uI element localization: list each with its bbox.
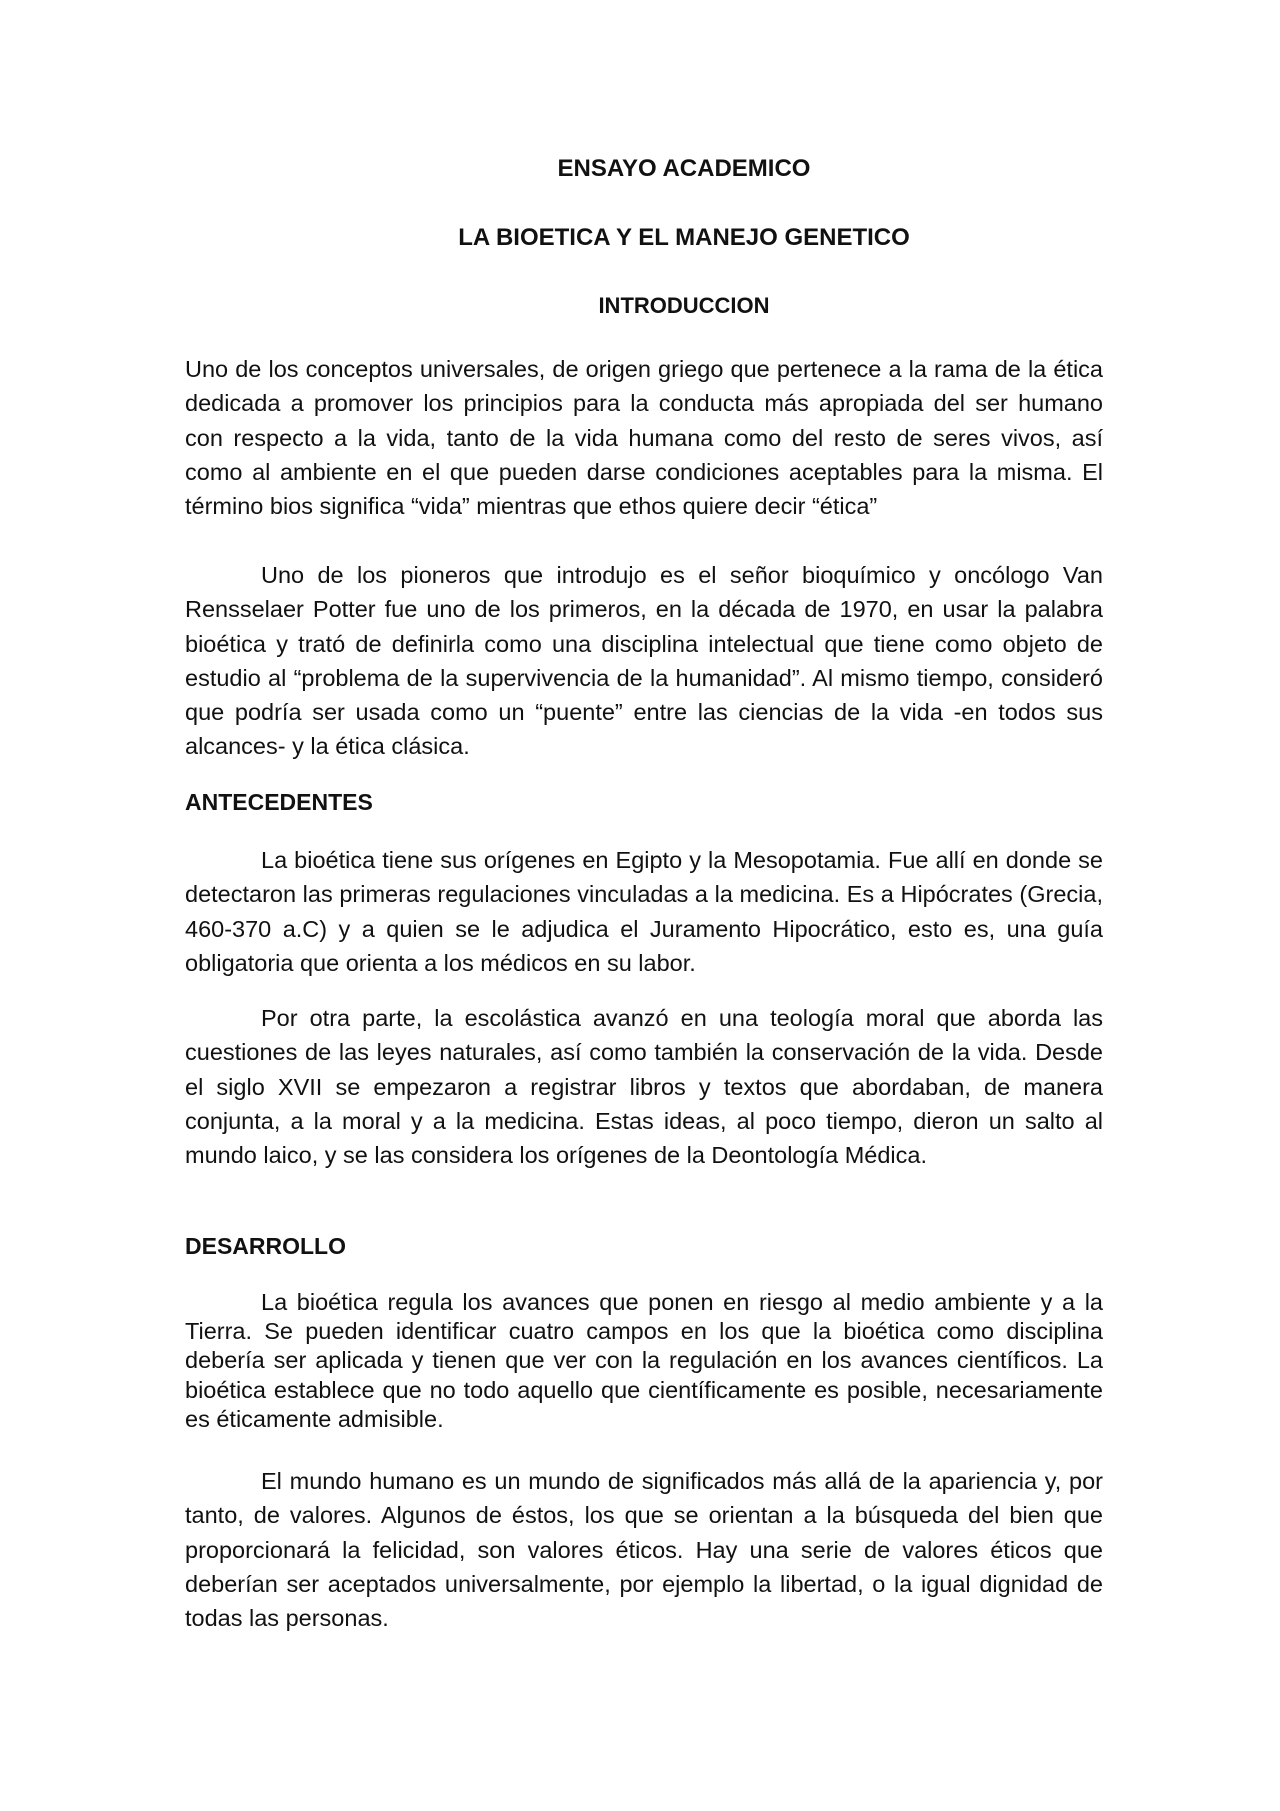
- intro-heading: INTRODUCCION: [598, 293, 770, 318]
- desarrollo-heading: DESARROLLO: [185, 1233, 346, 1259]
- document-title: ENSAYO ACADEMICO: [557, 155, 811, 182]
- document-subtitle: LA BIOETICA Y EL MANEJO GENETICO: [458, 224, 910, 251]
- intro-paragraph-1: Uno de los conceptos universales, de origen griego que pertenece a la rama de la ética dedicada a promover los principios para la conducta más apropiada del ser humano con respecto a la vida, tanto de la vida humana como del resto de seres vivos, así como al ambiente en el que pueden darse condiciones aceptables para la misma. El término bios significa “vida” mientras que ethos quiere decir “ética”: [185, 356, 1103, 520]
- intro-paragraph-2: Uno de los pioneros que introdujo es el señor bioquímico y oncólogo Van Rensselaer Potter fue uno de los primeros, en la década de 1970, en usar la palabra bioética y trató de definirla como una disciplina intelectual que tiene como objeto de estudio al “problema de la supervivencia de la humanidad”. Al mismo tiempo, consideró que podría ser usada como un “puente” entre las ciencias de la vida -en todos sus alcances- y la ética clásica.: [185, 562, 1103, 760]
- desarrollo-paragraph-2: El mundo humano es un mundo de significados más allá de la apariencia y, por tanto, de valores. Algunos de éstos, los que se orientan a la búsqueda del bien que proporcionará la felicidad, son valores éticos. Hay una serie de valores éticos que deberían ser aceptados universalmente, por ejemplo la libertad, o la igual dignidad de todas las personas.: [185, 1468, 1103, 1632]
- antecedentes-paragraph-1: La bioética tiene sus orígenes en Egipto y la Mesopotamia. Fue allí en donde se detectaron las primeras regulaciones vinculadas a la medicina. Es a Hipócrates (Grecia, 460-370 a.C) y a quien se le adjudica el Juramento Hipocrático, esto es, una guía obligatoria que orienta a los médicos en su labor.: [185, 847, 1103, 976]
- antecedentes-heading: ANTECEDENTES: [185, 789, 373, 815]
- desarrollo-paragraph-1: La bioética regula los avances que ponen en riesgo al medio ambiente y a la Tierra. Se pueden identificar cuatro campos en los que la bioética como disciplina debería ser aplicada y tienen que ver con la regulación en los avances científicos. La bioética establece que no todo aquello que científicamente es posible, necesariamente es éticamente admisible.: [185, 1289, 1103, 1432]
- antecedentes-paragraph-2: Por otra parte, la escolástica avanzó en una teología moral que aborda las cuestiones de las leyes naturales, así como también la conservación de la vida. Desde el siglo XVII se empezaron a registrar libros y textos que abordaban, de manera conjunta, a la moral y a la medicina. Estas ideas, al poco tiempo, dieron un salto al mundo laico, y se las considera los orígenes de la Deontología Médica.: [185, 1005, 1103, 1169]
